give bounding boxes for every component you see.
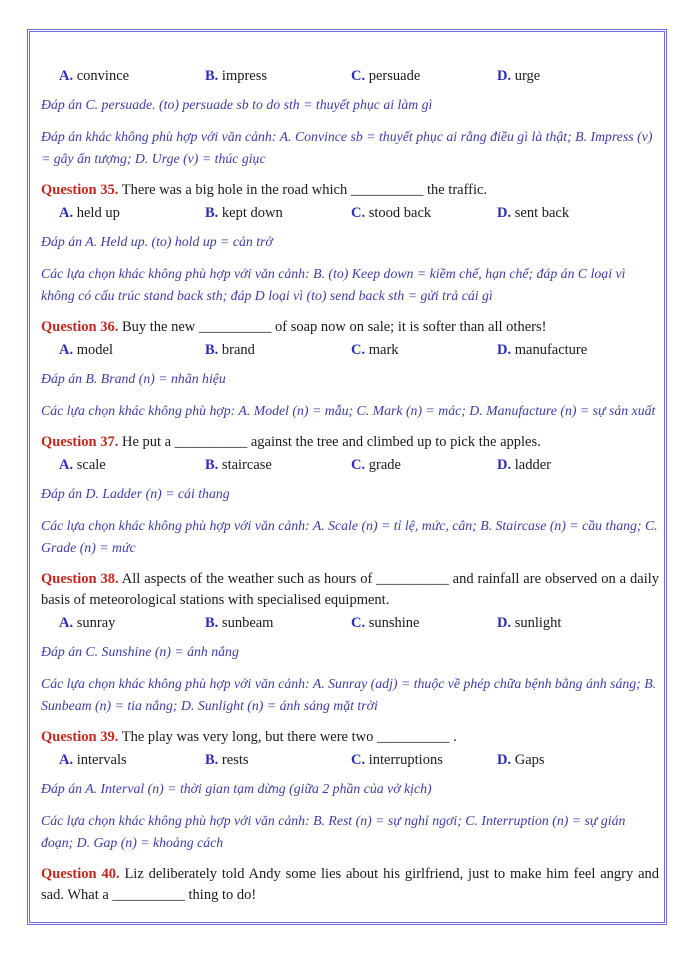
q36-option-a: A. model — [59, 342, 113, 358]
q34-option-d: D. urge — [497, 68, 541, 84]
q36-options — [41, 340, 659, 360]
q37-option-d: D. ladder — [497, 457, 551, 473]
q38-option-c: C. sunshine — [351, 615, 420, 631]
q36-explanation: Các lựa chọn khác không phù hợp: A. Model (n) = mẫu; C. Mark (n) = mác; D. Manufacture (n) = sự sản xuất — [41, 403, 656, 418]
q38-options — [41, 613, 659, 633]
q38-answer: Đáp án C. Sunshine (n) = ánh nắng — [41, 644, 239, 659]
q36-option-c: C. mark — [351, 342, 399, 358]
q37-option-a: A. scale — [59, 457, 106, 473]
q35-answer: Đáp án A. Held up. (to) hold up = cản trở — [41, 234, 273, 249]
q35-options — [41, 203, 659, 223]
q35-question: Question 35. There was a big hole in the road which __________ the traffic. — [41, 182, 488, 198]
q38-option-a: A. sunray — [59, 615, 116, 631]
q36-answer: Đáp án B. Brand (n) = nhãn hiệu — [41, 371, 226, 386]
q39-option-d: D. Gaps — [497, 752, 545, 768]
q39-option-c: C. interruptions — [351, 752, 443, 768]
q37-option-b: B. staircase — [205, 457, 272, 473]
q36-question: Question 36. Buy the new __________ of soap now on sale; it is softer than all others! — [41, 319, 547, 335]
q37-option-c: C. grade — [351, 457, 401, 473]
q38-option-b: B. sunbeam — [205, 615, 274, 631]
q39-question: Question 39. The play was very long, but there were two __________ . — [41, 729, 457, 745]
q37-question: Question 37. He put a __________ against the tree and climbed up to pick the apples. — [41, 434, 541, 450]
q35-explanation: Các lựa chọn khác không phù hợp với văn cảnh: B. (to) Keep down = kiềm chế, hạn chế; đáp án C loại vì không có cấu trúc stand back sth; đáp D loại vì (to) send back sth = gửi trả cái gì — [41, 266, 626, 303]
q35-option-d: D. sent back — [497, 205, 570, 221]
q34-answer: Đáp án C. persuade. (to) persuade sb to do sth = thuyết phục ai làm gì — [41, 97, 433, 112]
q34-option-a: A. convince — [59, 68, 130, 84]
q37-explanation: Các lựa chọn khác không phù hợp với văn cảnh: A. Scale (n) = tỉ lệ, mức, cân; B. Staircase (n) = cầu thang; C. Grade (n) = mức — [41, 518, 658, 555]
q35-option-a: A. held up — [59, 205, 120, 221]
q34-options — [41, 66, 659, 86]
q37-answer: Đáp án D. Ladder (n) = cái thang — [41, 486, 230, 501]
q35-option-b: B. kept down — [205, 205, 283, 221]
q39-option-b: B. rests — [205, 752, 249, 768]
q39-options — [41, 750, 659, 770]
q39-answer: Đáp án A. Interval (n) = thời gian tạm dừng (giữa 2 phần của vở kịch) — [41, 781, 432, 796]
q40-question: Question 40. Liz deliberately told Andy some lies about his girlfriend, just to make him feel angry and sad. What a __________ thing to do! — [41, 866, 660, 903]
q39-option-a: A. intervals — [59, 752, 127, 768]
q39-explanation: Các lựa chọn khác không phù hợp với văn cảnh: B. Rest (n) = sự nghỉ ngơi; C. Interruption (n) = sự gián đoạn; D. Gap (n) = khoảng cách — [41, 813, 626, 850]
q35-option-c: C. stood back — [351, 205, 432, 221]
page-content — [41, 66, 659, 908]
q38-explanation: Các lựa chọn khác không phù hợp với văn cảnh: A. Sunray (adj) = thuộc về phép chữa bệnh bằng ánh sáng; B. Sunbeam (n) = tia nắng; D. Sunlight (n) = ánh sáng mặt trời — [41, 676, 657, 713]
q34-option-b: B. impress — [205, 68, 268, 84]
q34-explanation: Đáp án khác không phù hợp với văn cảnh: A. Convince sb = thuyết phục ai rằng điều gì là thật; B. Impress (v) = gây ấn tượng; D. Urge (v) = thúc giục — [41, 129, 653, 166]
q36-option-d: D. manufacture — [497, 342, 588, 358]
q38-option-d: D. sunlight — [497, 615, 562, 631]
q36-option-b: B. brand — [205, 342, 255, 358]
q37-options — [41, 455, 659, 475]
q38-question: Question 38. All aspects of the weather such as hours of __________ and rainfall are observed on a daily basis of meteorological stations with specialised equipment. — [41, 571, 660, 608]
q34-option-c: C. persuade — [351, 68, 421, 84]
